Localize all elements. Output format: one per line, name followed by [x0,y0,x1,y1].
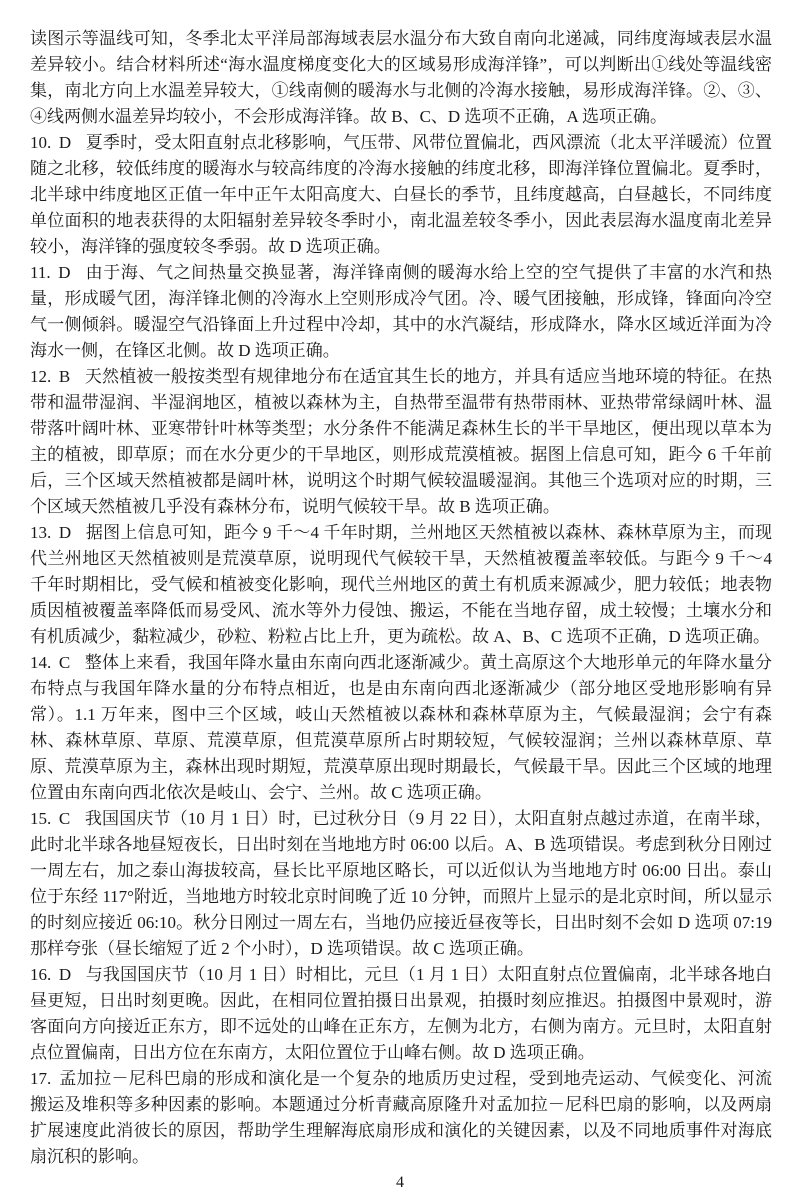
answer-paragraph-13 [30,520,772,650]
explanation-text: 夏季时，受太阳直射点北移影响，气压带、风带位置偏北，西风漂流（北太平洋暖流）位置随之北移，较低纬度的暖海水与较高纬度的冷海水接触的纬度北移，即海洋锋位置偏北。夏季时，北半球中纬度地区正值一年中正午太阳高度大、白昼长的季节，且纬度越高，白昼越长，不同纬度单位面积的地表获得的太阳辐射差异较冬季时小，南北温差较冬季小，因此表层海水温度南北差异较小，海洋锋的强度较冬季弱。故 D 选项正确。 [30,133,772,256]
question-number: 13. [30,523,52,542]
explanation-text: 由于海、气之间热量交换显著，海洋锋南侧的暖海水给上空的空气提供了丰富的水汽和热量，形成暖气团，海洋锋北侧的冷海水上空则形成冷气团。冷、暖气团接触，形成锋，锋面向冷空气一侧倾斜。暖湿空气沿锋面上升过程中冷却，其中的水汽凝结，形成降水，降水区域近洋面为冷海水一侧，在锋区北侧。故 D 选项正确。 [30,263,772,360]
answer-explanations [30,26,772,1170]
answer-paragraph-10 [30,130,772,260]
answer-paragraph-17 [30,1066,772,1170]
answer-paragraph-14 [30,650,772,806]
page-number: 4 [396,1174,404,1191]
question-number: 17. [30,1069,52,1088]
explanation-text: 整体上来看，我国年降水量由东南向西北逐渐减少。黄土高原这个大地形单元的年降水量分布特点与我国年降水量的分布特点相近，也是由东南向西北逐渐减少（部分地区受地形影响有异常）。1.1 万年来，图中三个区域，岐山天然植被以森林和森林草原为主，气候最湿润；会宁有森林、森林草原、草原、荒漠草原，但荒漠草原所占时期较短，气候较湿润；兰州以森林草原、草原、荒漠草原为主，森林出现时期短，荒漠草原出现时期最长，气候最干旱。因此三个区域的地理位置由东南向西北依次是岐山、会宁、兰州。故 C 选项正确。 [30,653,772,802]
explanation-text: 我国国庆节（10 月 1 日）时，已过秋分日（9 月 22 日），太阳直射点越过赤道，在南半球，此时北半球各地昼短夜长，日出时刻在当地地方时 06:00 以后。A、B 选项错误。考虑到秋分日刚过一周左右，加之泰山海拔较高，昼长比平原地区略长，可以近似认为当地地方时 06:00 日出。泰山位于东经 117°附近，当地地方时较北京时间晚了近 10 分钟，而照片上显示的是北京时间，所以显示的时刻应接近 06:10。秋分日刚过一周左右，当地仍应接近昼夜等长，日出时刻不会如 D 选项 07:19 那样夸张（昼长缩短了近 2 个小时），D 选项错误。故 C 选项正确。 [30,809,772,958]
answer-paragraph-15 [30,806,772,962]
question-number: 14. [30,653,52,672]
answer-letter: B [58,367,71,386]
question-number: 15. [30,809,52,828]
question-number: 11. [30,263,51,282]
answer-letter: C [58,653,71,672]
answer-letter: D [58,965,72,984]
explanation-text: 读图示等温线可知，冬季北太平洋局部海域表层水温分布大致自南向北递减，同纬度海域表层水温差异较小。结合材料所述“海水温度梯度变化大的区域易形成海洋锋”，可以判断出①线处等温线密集，南北方向上水温差异较大，①线南侧的暖海水与北侧的冷海水接触，易形成海洋锋。②、③、④线两侧水温差异均较小，不会形成海洋锋。故 B、C、D 选项不正确，A 选项正确。 [30,29,772,126]
answer-paragraph-11 [30,260,772,364]
answer-paragraph-12 [30,364,772,520]
explanation-text: 孟加拉－尼科巴扇的形成和演化是一个复杂的地质历史过程，受到地壳运动、气候变化、河流搬运及堆积等多种因素的影响。本题通过分析青藏高原隆升对孟加拉－尼科巴扇的影响，以及两扇扩展速度此消彼长的原因，帮助学生理解海底扇形成和演化的关键因素，以及不同地质事件对海底扇沉积的影响。 [30,1069,772,1166]
answer-letter: D [58,133,72,152]
answer-letter: D [58,523,72,542]
explanation-text: 据图上信息可知，距今 9 千～4 千年时期，兰州地区天然植被以森林、森林草原为主，而现代兰州地区天然植被则是荒漠草原，说明现代气候较干旱，天然植被覆盖率较低。与距今 9 千～4 千年时期相比，受气候和植被变化影响，现代兰州地区的黄土有机质来源减少，肥力较低；地表物质因植被覆盖率降低而易受风、流水等外力侵蚀、搬运，不能在当地存留，成土较慢；土壤水分和有机质减少，黏粒减少，砂粒、粉粒占比上升，更为疏松。故 A、B、C 选项不正确，D 选项正确。 [30,523,772,646]
explanation-text: 与我国国庆节（10 月 1 日）时相比，元旦（1 月 1 日）太阳直射点位置偏南，北半球各地白昼更短，日出时刻更晚。因此，在相同位置拍摄日出景观，拍摄时刻应推迟。拍摄图中景观时，游客面向方向接近正东方，即不远处的山峰在正东方，左侧为北方，右侧为南方。元旦时，太阳直射点位置偏南，日出方位在东南方，太阳位置位于山峰右侧。故 D 选项正确。 [30,965,772,1062]
question-number: 12. [30,367,52,386]
question-number: 10. [30,133,52,152]
answer-letter: C [58,809,71,828]
question-number: 16. [30,965,52,984]
answer-paragraph-16 [30,962,772,1066]
answer-paragraph-9-continuation [30,26,772,130]
explanation-text: 天然植被一般按类型有规律地分布在适宜其生长的地方，并具有适应当地环境的特征。在热带和温带湿润、半湿润地区，植被以森林为主，自热带至温带有热带雨林、亚热带常绿阔叶林、温带落叶阔叶林、亚寒带针叶林等类型；水分条件不能满足森林生长的半干旱地区，便出现以草本为主的植被，即草原；而在水分更少的干旱地区，则形成荒漠植被。据图上信息可知，距今 6 千年前后，三个区域天然植被都是阔叶林，说明这个时期气候较温暖湿润。其他三个选项对应的时期，三个区域天然植被几乎没有森林分布，说明气候较干旱。故 B 选项正确。 [30,367,772,516]
answer-letter: D [58,263,71,282]
